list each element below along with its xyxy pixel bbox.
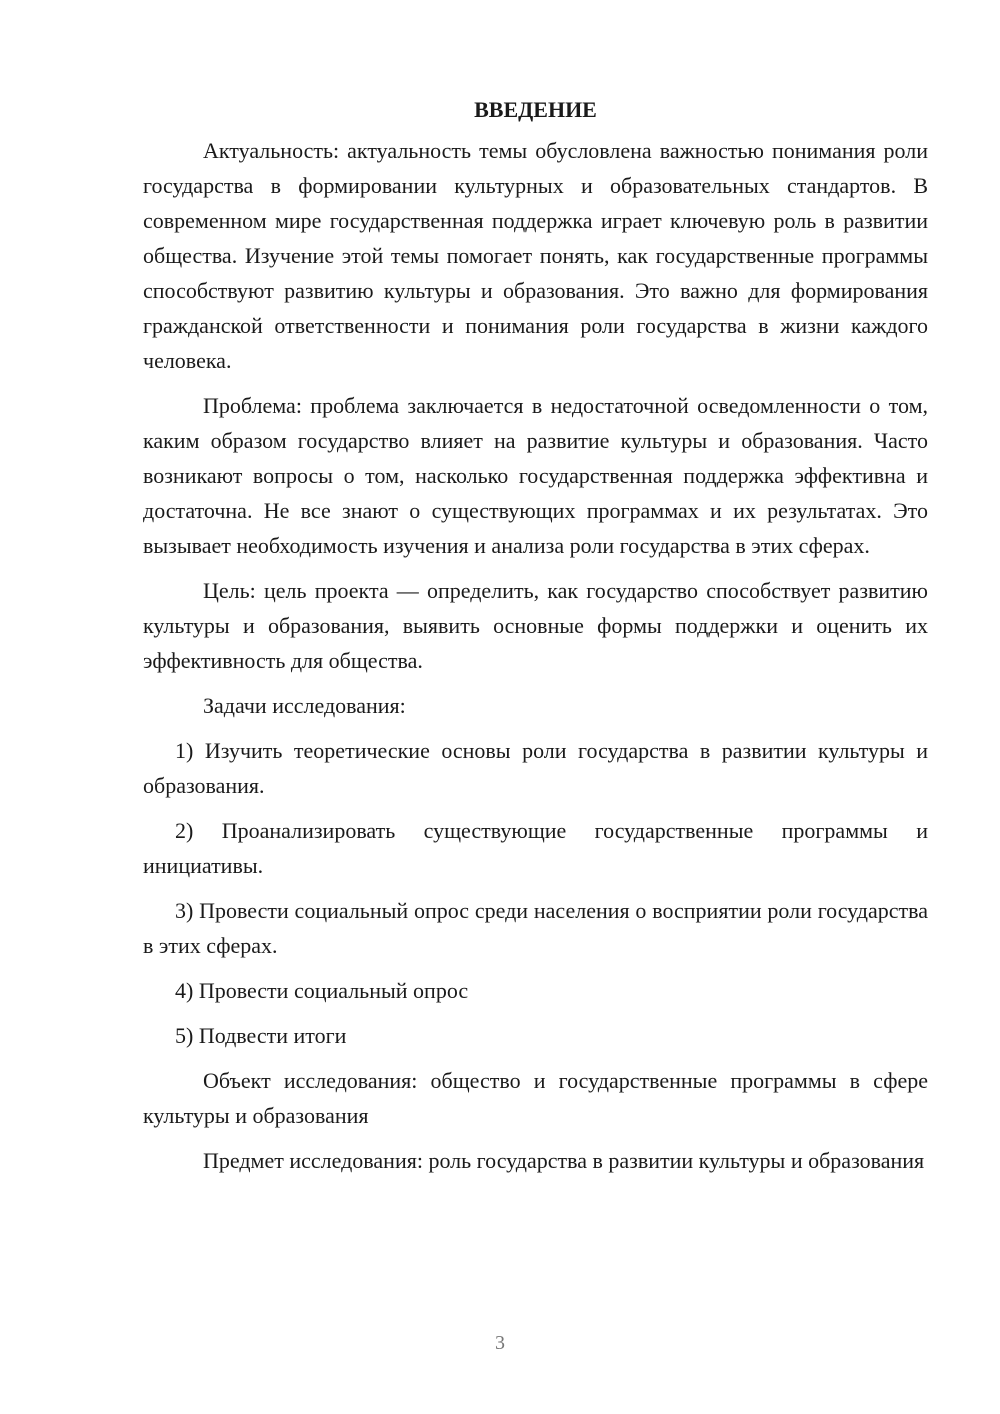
task-item-1: 1) Изучить теоретические основы роли государства в развитии культуры и образования. — [143, 738, 928, 798]
task-item-4: 4) Провести социальный опрос — [175, 978, 469, 1003]
task-item-3: 3) Провести социальный опрос среди населения о восприятии роли государства в этих сферах. — [143, 898, 928, 958]
page-content — [143, 92, 928, 1188]
page-title: ВВЕДЕНИЕ — [474, 97, 597, 122]
page-number: 3 — [495, 1332, 505, 1354]
paragraph-goal: Цель: цель проекта — определить, как государство способствует развитию культуры и образования, выявить основные формы поддержки и оценить их эффективность для общества. — [143, 578, 928, 673]
paragraph-tasks-heading: Задачи исследования: — [203, 693, 406, 718]
task-item-5: 5) Подвести итоги — [175, 1023, 347, 1048]
task-item-2: 2) Проанализировать существующие государственные программы и инициативы. — [143, 818, 928, 878]
paragraph-object: Объект исследования: общество и государственные программы в сфере культуры и образования — [143, 1068, 928, 1128]
paragraph-problem: Проблема: проблема заключается в недостаточной осведомленности о том, каким образом государство влияет на развитие культуры и образования. Часто возникают вопросы о том, насколько государственная поддержка эффективна и достаточна. Не все знают о существующих программах и их результатах. Это вызывает необходимость изучения и анализа роли государства в этих сферах. — [143, 393, 928, 558]
paragraph-relevance: Актуальность: актуальность темы обусловлена важностью понимания роли государства в формировании культурных и образовательных стандартов. В современном мире государственная поддержка играет ключевую роль в развитии общества. Изучение этой темы помогает понять, как государственные программы способствуют развитию культуры и образования. Это важно для формирования гражданской ответственности и понимания роли государства в жизни каждого человека. — [143, 138, 928, 373]
paragraph-subject: Предмет исследования: роль государства в развитии культуры и образования — [203, 1148, 925, 1173]
